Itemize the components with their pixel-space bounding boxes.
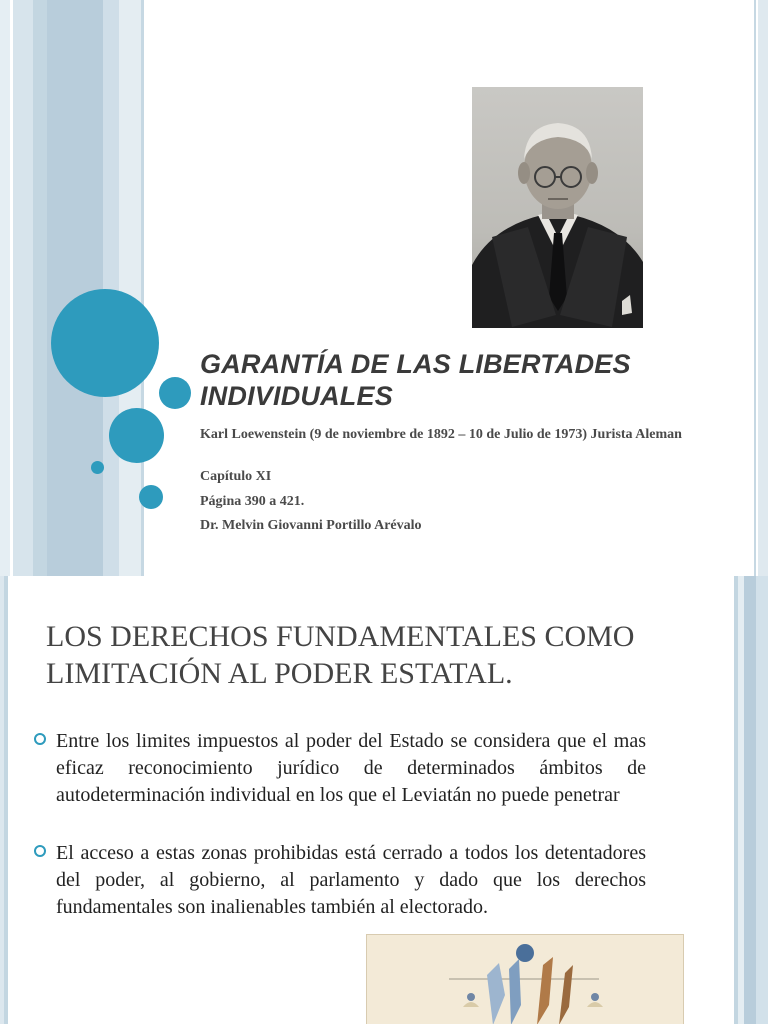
decorative-stripe: [33, 0, 47, 576]
slide-2: [0, 576, 768, 1024]
decorative-stripe: [119, 0, 141, 576]
decorative-stripe: [103, 0, 119, 576]
decorative-stripe: [47, 0, 103, 576]
bullet-circle-icon: [34, 845, 46, 857]
bullet-text: Entre los limites impuestos al poder del Estado se considera que el mas eficaz reconocimiento jurídico de determinados ámbitos de autodeterminación individual en los que el Leviatán no puede penetrar: [56, 730, 646, 806]
decorative-stripe: [13, 0, 33, 576]
pages-line: Página 390 a 421.: [200, 494, 305, 509]
portrait-photo-icon: [472, 87, 643, 328]
bullet-text: El acceso a estas zonas prohibidas está cerrado a todos los detentadores del poder, al gobierno, al parlamento y dado que los derechos fundamentales son inalienables también al electorado.: [56, 842, 646, 918]
decorative-circle: [51, 289, 159, 397]
illustration-icon: [366, 934, 684, 1024]
decorative-stripe: [758, 0, 768, 576]
decorative-circle: [139, 485, 163, 509]
presenter-line: Dr. Melvin Giovanni Portillo Arévalo: [200, 518, 422, 533]
decorative-stripe: [4, 576, 8, 1024]
chapter-line: Capítulo XI: [200, 469, 272, 484]
slide-title: GARANTÍA DE LAS LIBERTADES INDIVIDUALES: [200, 349, 631, 411]
decorative-stripe: [756, 576, 768, 1024]
decorative-circle: [109, 408, 164, 463]
decorative-stripe: [744, 576, 756, 1024]
decorative-stripe: [0, 0, 10, 576]
decorative-circle: [91, 461, 104, 474]
decorative-circle: [159, 377, 191, 409]
slide-heading: LOS DERECHOS FUNDAMENTALES COMO LIMITACIÓN AL PODER ESTATAL.: [46, 620, 635, 690]
decorative-stripe: [754, 0, 756, 576]
author-line: Karl Loewenstein (9 de noviembre de 1892 – 10 de Julio de 1973) Jurista Aleman: [200, 427, 682, 442]
bullet-circle-icon: [34, 733, 46, 745]
list-item: [34, 728, 646, 836]
list-item: [34, 840, 646, 922]
